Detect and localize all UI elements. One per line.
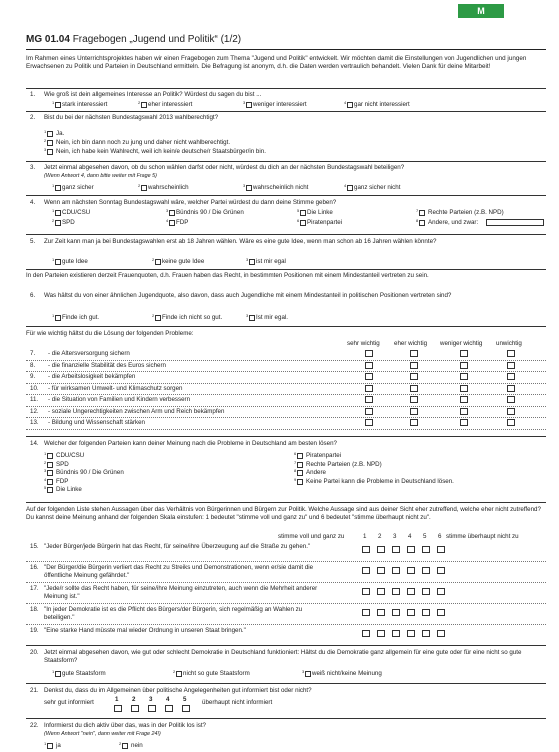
column-header: sehr wichtig: [347, 340, 380, 347]
q20-option-label: weiß nicht/keine Meinung: [312, 670, 382, 677]
q4-option-checkbox[interactable]: [55, 220, 61, 226]
q5-option-label: keine gute Idee: [162, 258, 205, 265]
scale-checkbox[interactable]: [437, 630, 445, 637]
problem-number: 11.: [30, 396, 39, 403]
divider: [26, 269, 546, 270]
rating-checkbox[interactable]: [460, 396, 468, 403]
q3-option-label: ganz sicher nicht: [354, 184, 401, 191]
problem-label: - die Situation von Familien und Kindern verbessern: [48, 396, 191, 403]
q14-option-label: Andere: [306, 469, 326, 477]
divider: [26, 718, 546, 719]
rating-checkbox[interactable]: [507, 373, 515, 380]
scale-number: 1: [115, 696, 119, 703]
option-number: 4: [44, 476, 47, 482]
q1-option-checkbox[interactable]: [246, 102, 252, 108]
scale-checkbox[interactable]: [362, 609, 370, 616]
statement-label: "Jeder Bürger/jede Bürgerin hat das Recht, für seine/ihre Überzeugung auf die Straße zu gehen.": [44, 543, 311, 550]
option-number: 1: [44, 451, 47, 456]
scale-checkbox[interactable]: [407, 567, 415, 574]
q3-option-checkbox[interactable]: [347, 185, 353, 191]
row-divider: [26, 561, 546, 562]
q22-option-label: nein: [131, 742, 143, 749]
rating-checkbox[interactable]: [507, 396, 515, 403]
option-number: 1: [44, 129, 47, 134]
rating-checkbox[interactable]: [507, 350, 515, 357]
scale-checkbox[interactable]: [392, 588, 400, 595]
option-number: 5: [44, 485, 47, 491]
scale-checkbox[interactable]: [392, 609, 400, 616]
statement-number: 18.: [30, 606, 39, 613]
page-title: [26, 34, 241, 45]
scale-checkbox[interactable]: [407, 630, 415, 637]
scale-number: 3: [149, 696, 153, 703]
q5-option-label: ist mir egal: [256, 258, 286, 265]
q14-option-label: Keine Partei kann die Probleme in Deutschland lösen.: [306, 477, 454, 485]
q20-question: Jetzt einmal abgesehen davon, wie gut oder schlecht Demokratie in Deutschland funktioniert: Hältst du die Demokratie ganz allgemein für eine gute oder für eine nicht so gute Staatsform?: [44, 649, 522, 664]
statement-number: 17.: [30, 585, 39, 592]
rating-checkbox[interactable]: [365, 362, 373, 369]
q21-number: 21.: [30, 687, 39, 694]
divider: [26, 502, 546, 503]
rating-checkbox[interactable]: [507, 419, 515, 426]
scale-intro: Auf der folgenden Liste stehen Aussagen über das Verhältnis von Bürgerinnen und Bürgern zur Politik. Welche Aussage sind aus deiner Sicht eher zutreffend, welche eher nicht zutreffend? Du kannst deine Meinung anhand der folgenden Skala einstufen: 1 bedeutet "stimme voll und ganz zu" und 6 bedeutet "stimme überhaupt nicht zu".: [26, 506, 541, 521]
rating-checkbox[interactable]: [460, 408, 468, 415]
problem-label: - soziale Ungerechtigkeiten zwischen Arm und Reich bekämpfen: [48, 407, 225, 415]
option-number: 9: [294, 476, 297, 482]
option-number: 6: [297, 218, 300, 223]
q2-option-label: Nein, ich bin dann noch zu jung und daher nicht wahlberechtigt.: [56, 139, 231, 146]
q4-question: Wenn am nächsten Sonntag Bundestagswahl wäre, welcher Partei würdest du dann deine Stimme geben?: [44, 199, 337, 206]
statement-label: "Jede/r sollte das Recht haben, für seine/ihre Meinung einzutreten, auch wenn die Mehrheit anderer Meinung ist.": [44, 585, 318, 600]
q2-question: Bist du bei der nächsten Bundestagswahl 2013 wahlberechtigt?: [44, 114, 219, 121]
q6-question: Was hältst du von einer ähnlichen Jugendquote, also davon, dass auch Jugendliche mit einem Mindestanteil in politischen Positionen vertreten sind?: [44, 292, 452, 299]
q22-number: 22.: [30, 722, 39, 729]
q2-option-checkbox[interactable]: [47, 149, 53, 155]
scale-checkbox[interactable]: [165, 705, 173, 712]
row-divider: [26, 360, 546, 361]
rating-checkbox[interactable]: [460, 419, 468, 426]
section-badge: M: [458, 4, 504, 18]
q4-option-label: Rechte Parteien (z.B. NPD): [428, 209, 504, 216]
q14-option-checkbox[interactable]: [297, 453, 303, 459]
scale-checkbox[interactable]: [377, 609, 385, 616]
divider: [26, 326, 546, 327]
q3-option-checkbox[interactable]: [141, 185, 147, 191]
rating-checkbox[interactable]: [410, 408, 418, 415]
q4-option-label: Die Linke: [307, 209, 333, 216]
row-divider: [26, 417, 546, 418]
scale-number: 6: [438, 533, 442, 540]
option-number: 3: [243, 183, 246, 188]
q3-number: 3.: [30, 164, 36, 171]
scale-checkbox[interactable]: [362, 588, 370, 595]
option-number: 1: [52, 100, 55, 105]
scale-checkbox[interactable]: [437, 546, 445, 553]
q14-question: Welcher der folgenden Parteien kann deiner Meinung nach die Probleme in Deutschland am besten lösen?: [44, 440, 337, 447]
row-divider: [26, 394, 546, 395]
q1-option-label: stark interessiert: [62, 101, 108, 108]
scale-checkbox[interactable]: [407, 609, 415, 616]
q4-option-label: Piratenpartei: [307, 219, 343, 226]
q1-option-checkbox[interactable]: [55, 102, 61, 108]
q1-option-label: weniger interessiert: [253, 101, 307, 108]
rating-checkbox[interactable]: [365, 419, 373, 426]
column-header: weniger wichtig: [440, 340, 483, 347]
row-divider: [26, 406, 546, 407]
scale-checkbox[interactable]: [422, 567, 430, 574]
q20-number: 20.: [30, 649, 39, 656]
row-divider: [26, 624, 546, 625]
rating-checkbox[interactable]: [365, 373, 373, 380]
problem-label: - die Arbeitslosigkeit bekämpfen: [48, 373, 136, 380]
q3-option-label: ganz sicher: [62, 184, 94, 191]
option-number: 2: [173, 669, 176, 674]
option-number: 7: [416, 208, 419, 213]
q6-option-checkbox[interactable]: [155, 315, 161, 321]
rating-checkbox[interactable]: [410, 419, 418, 426]
q21-right-label: überhaupt nicht informiert: [202, 699, 273, 706]
q14-option-checkbox[interactable]: [297, 462, 303, 468]
q4-option-label: SPD: [62, 219, 75, 226]
q6-number: 6.: [30, 292, 36, 299]
option-number: 7: [294, 459, 297, 465]
scale-checkbox[interactable]: [114, 705, 122, 712]
q5-option-label: gute Idee: [62, 258, 88, 265]
option-number: 3: [44, 468, 47, 474]
scale-number: 5: [423, 533, 427, 540]
q20-option-checkbox[interactable]: [176, 671, 182, 677]
problems-intro: Für wie wichtig hältst du die Lösung der folgenden Probleme:: [26, 330, 194, 337]
option-number: 1: [52, 669, 55, 674]
scale-checkbox[interactable]: [407, 588, 415, 595]
option-number: 3: [246, 257, 249, 262]
scale-checkbox[interactable]: [422, 609, 430, 616]
q4-option-checkbox[interactable]: [300, 220, 306, 226]
scale-number: 3: [393, 533, 397, 540]
q22-option-label: ja: [56, 742, 61, 749]
rating-checkbox[interactable]: [460, 385, 468, 392]
scale-checkbox[interactable]: [148, 705, 156, 712]
q14-option-checkbox[interactable]: [47, 453, 53, 459]
q6-context: In den Parteien existieren derzeit Frauenquoten, d.h. Frauen haben das Recht, in bestimmten Positionen mit einem Mindestanteil vertreten zu sein.: [26, 272, 429, 279]
option-number: 6: [294, 451, 297, 456]
divider: [26, 234, 546, 235]
scale-checkbox[interactable]: [422, 588, 430, 595]
rating-checkbox[interactable]: [365, 408, 373, 415]
column-header: eher wichtig: [394, 340, 428, 347]
scale-number: 4: [166, 696, 170, 703]
option-number: 2: [152, 257, 155, 262]
scale-number: 1: [363, 533, 367, 540]
q3-option-label: wahrscheinlich: [148, 184, 189, 191]
scale-number: 2: [132, 696, 136, 703]
option-number: 2: [52, 218, 55, 223]
q4-option-label: Bündnis 90 / Die Grünen: [176, 209, 244, 216]
q14-option-label: Piratenpartei: [306, 452, 342, 459]
title-divider: [26, 49, 546, 50]
option-number: 2: [138, 183, 141, 188]
q4-option-checkbox[interactable]: [169, 220, 175, 226]
option-number: 5: [297, 208, 300, 213]
scale-number: 2: [378, 533, 382, 540]
scale-checkbox[interactable]: [392, 630, 400, 637]
q2-option-label: Nein, ich habe kein Wahlrecht, weil ich kein/e deutsche/r Staatsbürger/in bin.: [56, 148, 266, 155]
rating-checkbox[interactable]: [460, 362, 468, 369]
q21-question: Denkst du, dass du im Allgemeinen über politische Angelegenheiten gut informiert bist oder nicht?: [44, 687, 312, 694]
q21-left-label: sehr gut informiert: [44, 699, 94, 706]
q6-option-checkbox[interactable]: [249, 315, 255, 321]
q4-number: 4.: [30, 199, 36, 206]
q1-option-label: gar nicht interessiert: [354, 101, 410, 108]
q14-option-label: CDU/CSU: [56, 452, 85, 459]
option-number: 1: [52, 313, 55, 318]
q14-option-label: Die Linke: [56, 486, 82, 494]
row-divider: [26, 603, 546, 604]
q20-option-checkbox[interactable]: [55, 671, 61, 677]
scale-right-label: stimme überhaupt nicht zu: [446, 533, 519, 540]
option-number: 1: [52, 257, 55, 262]
scale-checkbox[interactable]: [422, 630, 430, 637]
divider: [26, 645, 546, 646]
q14-option-checkbox[interactable]: [47, 462, 53, 468]
option-number: 3: [246, 313, 249, 318]
q2-number: 2.: [30, 114, 36, 121]
option-number: 3: [302, 669, 305, 674]
row-divider: [26, 429, 546, 430]
q2-option-checkbox[interactable]: [47, 140, 53, 146]
problem-number: 9.: [30, 373, 36, 380]
q4-option-checkbox[interactable]: [419, 220, 425, 226]
q5-number: 5.: [30, 238, 36, 245]
q4-other-input[interactable]: [486, 219, 544, 226]
option-number: 1: [44, 741, 47, 746]
q5-question: Zur Zeit kann man ja bei Bundestagswahlen erst ab 18 Jahren wählen. Wäre es eine gute Idee, wenn man schon ab 16 Jahren wählen könnte?: [44, 238, 437, 245]
q14-option-checkbox[interactable]: [47, 487, 53, 493]
q4-option-checkbox[interactable]: [169, 210, 175, 216]
q14-option-checkbox[interactable]: [47, 470, 53, 476]
statement-number: 15.: [30, 543, 39, 550]
q14-option-label: Rechte Parteien (z.B. NPD): [306, 460, 382, 468]
q1-option-checkbox[interactable]: [347, 102, 353, 108]
q22-option-checkbox[interactable]: [122, 743, 128, 749]
problem-number: 8.: [30, 361, 36, 369]
scale-checkbox[interactable]: [362, 546, 370, 553]
q14-number: 14.: [30, 440, 39, 447]
column-header: unwichtig: [496, 340, 522, 347]
q4-option-checkbox[interactable]: [300, 210, 306, 216]
option-number: 1: [52, 208, 55, 213]
rating-checkbox[interactable]: [410, 373, 418, 380]
q1-number: 1.: [30, 91, 36, 98]
scale-left-label: stimme voll und ganz zu: [278, 533, 345, 540]
option-number: 2: [152, 313, 155, 318]
statement-number: 16.: [30, 564, 39, 571]
divider: [26, 683, 546, 684]
q5-option-checkbox[interactable]: [249, 259, 255, 265]
q6-option-label: Finde ich gut.: [62, 314, 100, 321]
q6-option-checkbox[interactable]: [55, 315, 61, 321]
option-number: 3: [166, 208, 169, 213]
option-number: 8: [294, 468, 297, 474]
divider: [26, 436, 546, 437]
problem-number: 13.: [30, 419, 39, 426]
problem-label: - für wirksamen Umwelt- und Klimaschutz sorgen: [48, 384, 183, 392]
q14-option-checkbox[interactable]: [297, 479, 303, 485]
rating-checkbox[interactable]: [507, 362, 515, 369]
q14-option-label: Bündnis 90 / Die Grünen: [56, 469, 124, 477]
option-number: 1: [52, 183, 55, 188]
row-divider: [26, 582, 546, 583]
rating-checkbox[interactable]: [410, 362, 418, 369]
intro-text: Im Rahmen eines Unterrichtsprojektes haben wir einen Fragebogen zum Thema "Jugend und Politik" entwickelt. Wir möchten damit die Einstellungen von Jugendlichen und jungen Erwachsenen zu Politik und Parteien in Deutschland ermitteln. Die Befragung ist anonym, d.h. die Daten werden vertraulich behandelt. Vielen Dank für deine Mitarbeit!: [26, 55, 527, 71]
option-number: 8: [416, 218, 419, 223]
rating-checkbox[interactable]: [410, 385, 418, 392]
divider: [26, 111, 546, 112]
option-number: 4: [344, 183, 347, 188]
q3-option-checkbox[interactable]: [55, 185, 61, 191]
problem-number: 7.: [30, 350, 36, 357]
option-number: 2: [44, 138, 47, 143]
q1-option-label: eher interessiert: [148, 101, 193, 108]
rating-checkbox[interactable]: [365, 396, 373, 403]
scale-checkbox[interactable]: [377, 546, 385, 553]
rating-checkbox[interactable]: [365, 385, 373, 392]
divider: [26, 88, 546, 89]
option-number: 2: [119, 741, 122, 746]
divider: [26, 161, 546, 162]
option-number: 4: [344, 100, 347, 105]
scale-checkbox[interactable]: [131, 705, 139, 712]
scale-checkbox[interactable]: [362, 567, 370, 574]
q5-option-checkbox[interactable]: [55, 259, 61, 265]
q4-option-label: FDP: [176, 219, 189, 226]
option-number: 3: [243, 100, 246, 105]
q1-question: Wie groß ist dein allgemeines Interesse an Politik? Würdest du sagen du bist ...: [44, 91, 262, 98]
q20-option-checkbox[interactable]: [305, 671, 311, 677]
q6-option-label: Ist mir egal.: [256, 314, 288, 321]
q4-option-checkbox[interactable]: [55, 210, 61, 216]
rating-checkbox[interactable]: [460, 350, 468, 357]
statement-number: 19.: [30, 627, 39, 634]
q14-option-label: SPD: [56, 460, 69, 468]
q22-question: Informierst du dich aktiv über das, was in der Politik los ist?: [44, 722, 206, 729]
q14-option-checkbox[interactable]: [297, 470, 303, 476]
scale-checkbox[interactable]: [422, 546, 430, 553]
scale-checkbox[interactable]: [377, 567, 385, 574]
option-number: 4: [166, 218, 169, 223]
statement-label: "Der Bürger/die Bürgerin verliert das Recht zu Streiks und Demonstrationen, wenn er/sie damit die öffentliche Meinung gefährdet.": [44, 564, 314, 579]
problem-number: 12.: [30, 407, 39, 415]
option-number: 3: [44, 147, 47, 152]
scale-checkbox[interactable]: [392, 546, 400, 553]
scale-checkbox[interactable]: [437, 609, 445, 616]
statement-label: "Eine starke Hand müsste mal wieder Ordnung in unseren Staat bringen.": [44, 627, 246, 634]
rating-checkbox[interactable]: [507, 408, 515, 415]
q2-option-checkbox[interactable]: [47, 131, 53, 137]
q20-option-label: nicht so gute Staatsform: [183, 670, 250, 677]
scale-checkbox[interactable]: [377, 630, 385, 637]
scale-checkbox[interactable]: [362, 630, 370, 637]
scale-checkbox[interactable]: [437, 567, 445, 574]
scale-checkbox[interactable]: [407, 546, 415, 553]
rating-checkbox[interactable]: [365, 350, 373, 357]
q2-option-label: Ja.: [56, 130, 65, 137]
q3-option-checkbox[interactable]: [246, 185, 252, 191]
rating-checkbox[interactable]: [410, 396, 418, 403]
q20-option-label: gute Staatsform: [62, 670, 106, 677]
scale-number: 5: [183, 696, 187, 703]
option-number: 2: [44, 459, 47, 465]
title-text: Fragebogen „Jugend und Politik“ (1/2): [72, 34, 242, 45]
row-divider: [26, 371, 546, 372]
q14-option-checkbox[interactable]: [47, 479, 53, 485]
scale-checkbox[interactable]: [182, 705, 190, 712]
statement-label: "In jeder Demokratie ist es die Pflicht des Bürgers/der Bürgerin, sich regelmäßig an Wahlen zu beteiligen.": [44, 606, 303, 621]
scale-checkbox[interactable]: [392, 567, 400, 574]
row-divider: [26, 383, 546, 384]
option-number: 2: [138, 100, 141, 105]
q3-option-label: wahrscheinlich nicht: [253, 184, 309, 191]
divider: [26, 195, 546, 196]
scale-checkbox[interactable]: [437, 588, 445, 595]
q5-option-checkbox[interactable]: [155, 259, 161, 265]
q22-note: (Wenn Antwort "nein", dann weiter mit Frage 24!): [44, 731, 161, 737]
rating-checkbox[interactable]: [410, 350, 418, 357]
q22-option-checkbox[interactable]: [47, 743, 53, 749]
q6-option-label: Finde ich nicht so gut.: [162, 314, 223, 321]
q4-option-checkbox[interactable]: [419, 210, 425, 216]
q4-option-label: Andere, und zwar:: [428, 219, 479, 226]
q14-option-label: FDP: [56, 477, 69, 485]
problem-label: - Bildung und Wissenschaft stärken: [48, 419, 145, 426]
worksheet-code: MG 01.04: [26, 34, 70, 45]
q3-note: (Wenn Antwort 4, dann bitte weiter mit Frage 5): [44, 173, 157, 179]
rating-checkbox[interactable]: [507, 385, 515, 392]
q4-option-label: CDU/CSU: [62, 209, 91, 216]
scale-number: 4: [408, 533, 412, 540]
problem-label: - die Altersversorgung sichern: [48, 350, 130, 357]
problem-label: - die finanzielle Stabilität des Euros sichern: [48, 361, 166, 369]
q3-question: Jetzt einmal abgesehen davon, ob du schon wählen darfst oder nicht, würdest du dich an der nächsten Bundestagswahl beteiligen?: [44, 164, 405, 171]
problem-number: 10.: [30, 384, 39, 392]
rating-checkbox[interactable]: [460, 373, 468, 380]
scale-checkbox[interactable]: [377, 588, 385, 595]
q1-option-checkbox[interactable]: [141, 102, 147, 108]
